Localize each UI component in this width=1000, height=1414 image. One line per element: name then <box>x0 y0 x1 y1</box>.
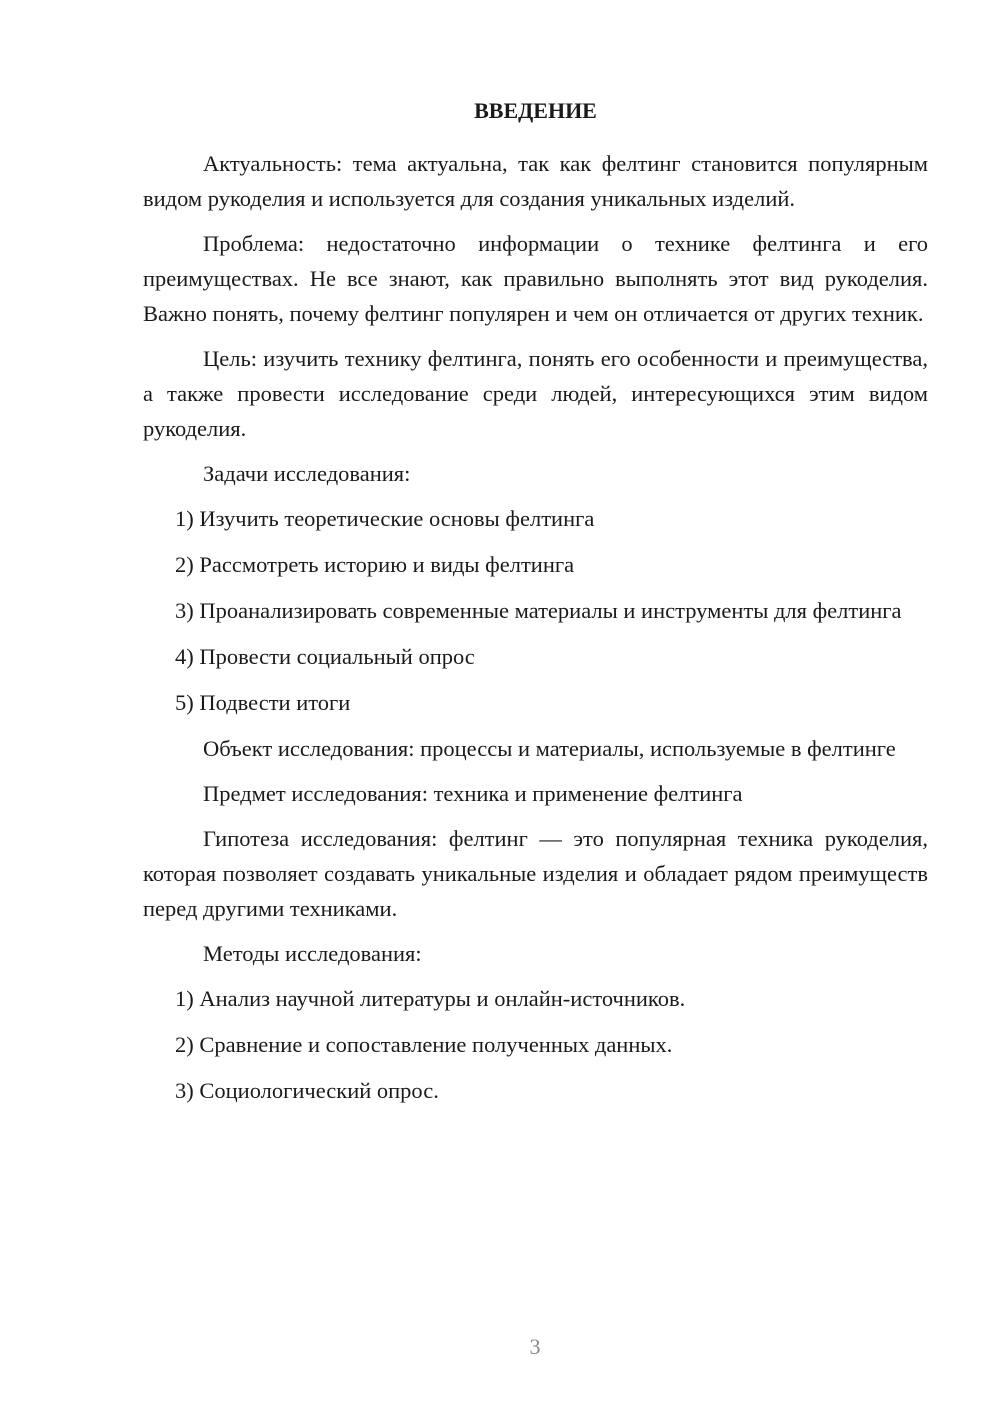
subject-paragraph: Предмет исследования: техника и применение фелтинга <box>203 781 743 806</box>
problem-paragraph: Проблема: недостаточно информации о технике фелтинга и его преимуществах. Не все знают, как правильно выполнять этот вид рукоделия. Важно понять, почему фелтинг популярен и чем он отличается от других техник. <box>143 231 928 326</box>
method-item: 3) Социологический опрос. <box>175 1078 439 1103</box>
goal-paragraph: Цель: изучить технику фелтинга, понять его особенности и преимущества, а также провести исследование среди людей, интересующихся этим видом рукоделия. <box>143 346 928 441</box>
task-item: 5) Подвести итоги <box>175 690 351 715</box>
task-item: 2) Рассмотреть историю и виды фелтинга <box>175 552 575 577</box>
task-item: 3) Проанализировать современные материалы и инструменты для фелтинга <box>175 598 902 623</box>
tasks-heading: Задачи исследования: <box>203 461 411 486</box>
method-item: 2) Сравнение и сопоставление полученных данных. <box>175 1032 673 1057</box>
page-number: 3 <box>529 1334 541 1359</box>
task-item: 4) Провести социальный опрос <box>175 644 475 669</box>
methods-heading: Методы исследования: <box>203 941 422 966</box>
task-item: 1) Изучить теоретические основы фелтинга <box>175 506 595 531</box>
page-title: ВВЕДЕНИЕ <box>474 98 597 123</box>
document-page <box>143 96 928 1119</box>
object-paragraph: Объект исследования: процессы и материалы, используемые в фелтинге <box>203 736 896 761</box>
method-item: 1) Анализ научной литературы и онлайн-источников. <box>175 986 686 1011</box>
relevance-paragraph: Актуальность: тема актуальна, так как фелтинг становится популярным видом рукоделия и используется для создания уникальных изделий. <box>143 151 928 211</box>
hypothesis-paragraph: Гипотеза исследования: фелтинг — это популярная техника рукоделия, которая позволяет создавать уникальные изделия и обладает рядом преимуществ перед другими техниками. <box>143 826 928 921</box>
